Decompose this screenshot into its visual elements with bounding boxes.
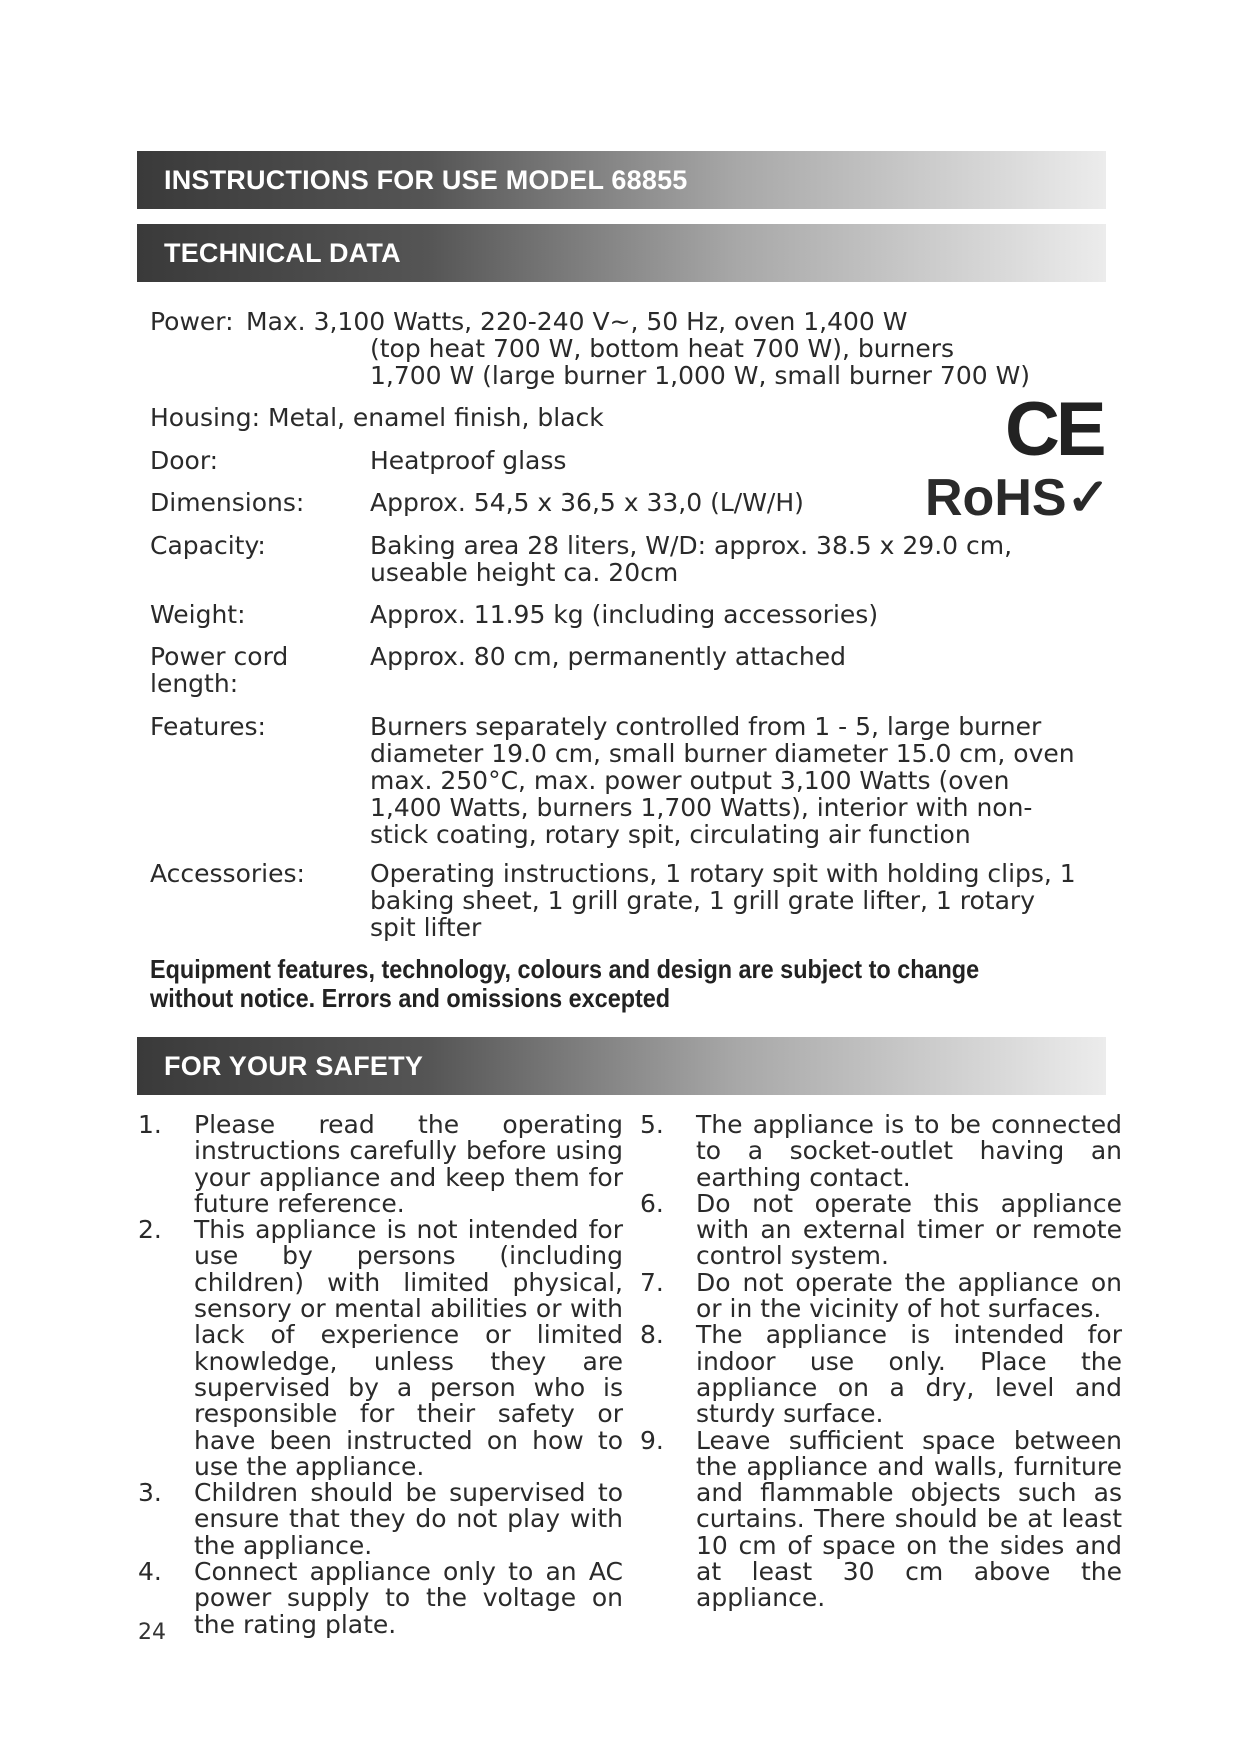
- safety-item: [640, 1112, 1122, 1191]
- safety-column-right: [640, 1112, 1122, 1612]
- change-notice: Equipment features, technology, colours and design are subject to change without notice. Errors and omissions excepted: [150, 954, 980, 1013]
- item-number: 1.: [138, 1110, 162, 1139]
- dimensions-label: Dimensions:: [150, 488, 305, 517]
- safety-item: [640, 1267, 1122, 1324]
- item-number: 4.: [138, 1557, 162, 1587]
- safety-header: FOR YOUR SAFETY: [137, 1037, 1106, 1095]
- item-number: 8.: [640, 1320, 664, 1350]
- housing-spec: Housing: Metal, enamel finish, black: [150, 403, 604, 432]
- safety-item: [138, 1559, 623, 1638]
- item-text: The appliance is to be connected to a socket-outlet having an earthing contact.: [696, 1110, 1122, 1192]
- item-number: 5.: [640, 1110, 664, 1139]
- safety-column-left: [138, 1112, 623, 1638]
- page-number: 24: [138, 1620, 166, 1645]
- dimensions-value: Approx. 54,5 x 36,5 x 33,0 (L/W/H): [370, 488, 804, 517]
- item-text: Children should be supervised to ensure that they do not play with the appliance.: [194, 1478, 623, 1560]
- features-value: Burners separately controlled from 1 - 5, large burner diameter 19.0 cm, small burner diameter 15.0 cm, oven max. 250°C, max. power output 3,100 Watts (oven 1,400 Watts, burners 1,700 Watts), interior with non-stick coating, rotary spit, circulating air function: [370, 712, 1075, 849]
- item-text: Do not operate the appliance on or in the vicinity of hot surfaces.: [696, 1267, 1122, 1324]
- safety-item: [640, 1425, 1122, 1613]
- features-label: Features:: [150, 712, 266, 741]
- door-value: Heatproof glass: [370, 446, 567, 475]
- power-line-3: 1,700 W (large burner 1,000 W, small burner 700 W): [370, 361, 1031, 390]
- item-text: This appliance is not intended for use by persons (including children) with limited physical, sensory or mental abilities or with lack of experience or limited knowledge, unless they are supervised by a person who is responsible for their safety or have been instructed on how to use the appliance.: [194, 1215, 623, 1481]
- item-text: Leave sufficient space between the appliance and walls, furniture and flammable objects such as curtains. There should be at least 10 cm of space on the sides and at least 30 cm above the appliance.: [696, 1425, 1122, 1613]
- item-text: Please read the operating instructions carefully before using your appliance and keep them for future reference.: [194, 1110, 623, 1218]
- item-number: 9.: [640, 1425, 664, 1455]
- item-number: 2.: [138, 1215, 162, 1245]
- safety-item: [138, 1480, 623, 1559]
- weight-label: Weight:: [150, 600, 246, 629]
- safety-item: [640, 1188, 1122, 1271]
- weight-value: Approx. 11.95 kg (including accessories): [370, 600, 879, 629]
- technical-data-header: TECHNICAL DATA: [137, 224, 1106, 282]
- door-label: Door:: [150, 446, 219, 475]
- item-number: 7.: [640, 1267, 664, 1297]
- power-label: Power:: [150, 307, 234, 336]
- power-line-2: (top heat 700 W, bottom heat 700 W), burners: [370, 334, 955, 363]
- item-text: Do not operate this appliance with an external timer or remote control system.: [696, 1188, 1122, 1271]
- ce-mark-logo: CE: [1005, 387, 1103, 472]
- rohs-mark-logo: RoHS✓: [925, 469, 1111, 527]
- capacity-label: Capacity:: [150, 531, 266, 560]
- accessories-value: Operating instructions, 1 rotary spit with holding clips, 1 baking sheet, 1 grill grate, 1 grill grate lifter, 1 rotary spit lifter: [370, 859, 1076, 942]
- item-text: The appliance is intended for indoor use only. Place the appliance on a dry, level and sturdy surface.: [696, 1320, 1122, 1429]
- power-line-1: Max. 3,100 Watts, 220-240 V~, 50 Hz, oven 1,400 W: [246, 307, 908, 336]
- power-cord-label: Power cord length:: [150, 642, 289, 698]
- item-number: 3.: [138, 1478, 162, 1508]
- safety-item: [138, 1217, 623, 1480]
- main-title-bar: INSTRUCTIONS FOR USE MODEL 68855: [137, 151, 1106, 209]
- safety-item: [640, 1322, 1122, 1427]
- item-text: Connect appliance only to an AC power supply to the voltage on the rating plate.: [194, 1557, 623, 1639]
- capacity-value: Baking area 28 liters, W/D: approx. 38.5 x 29.0 cm, useable height ca. 20cm: [370, 531, 1013, 587]
- item-number: 6.: [640, 1188, 664, 1218]
- power-cord-value: Approx. 80 cm, permanently attached: [370, 642, 846, 671]
- accessories-label: Accessories:: [150, 859, 305, 888]
- safety-item: [138, 1112, 623, 1217]
